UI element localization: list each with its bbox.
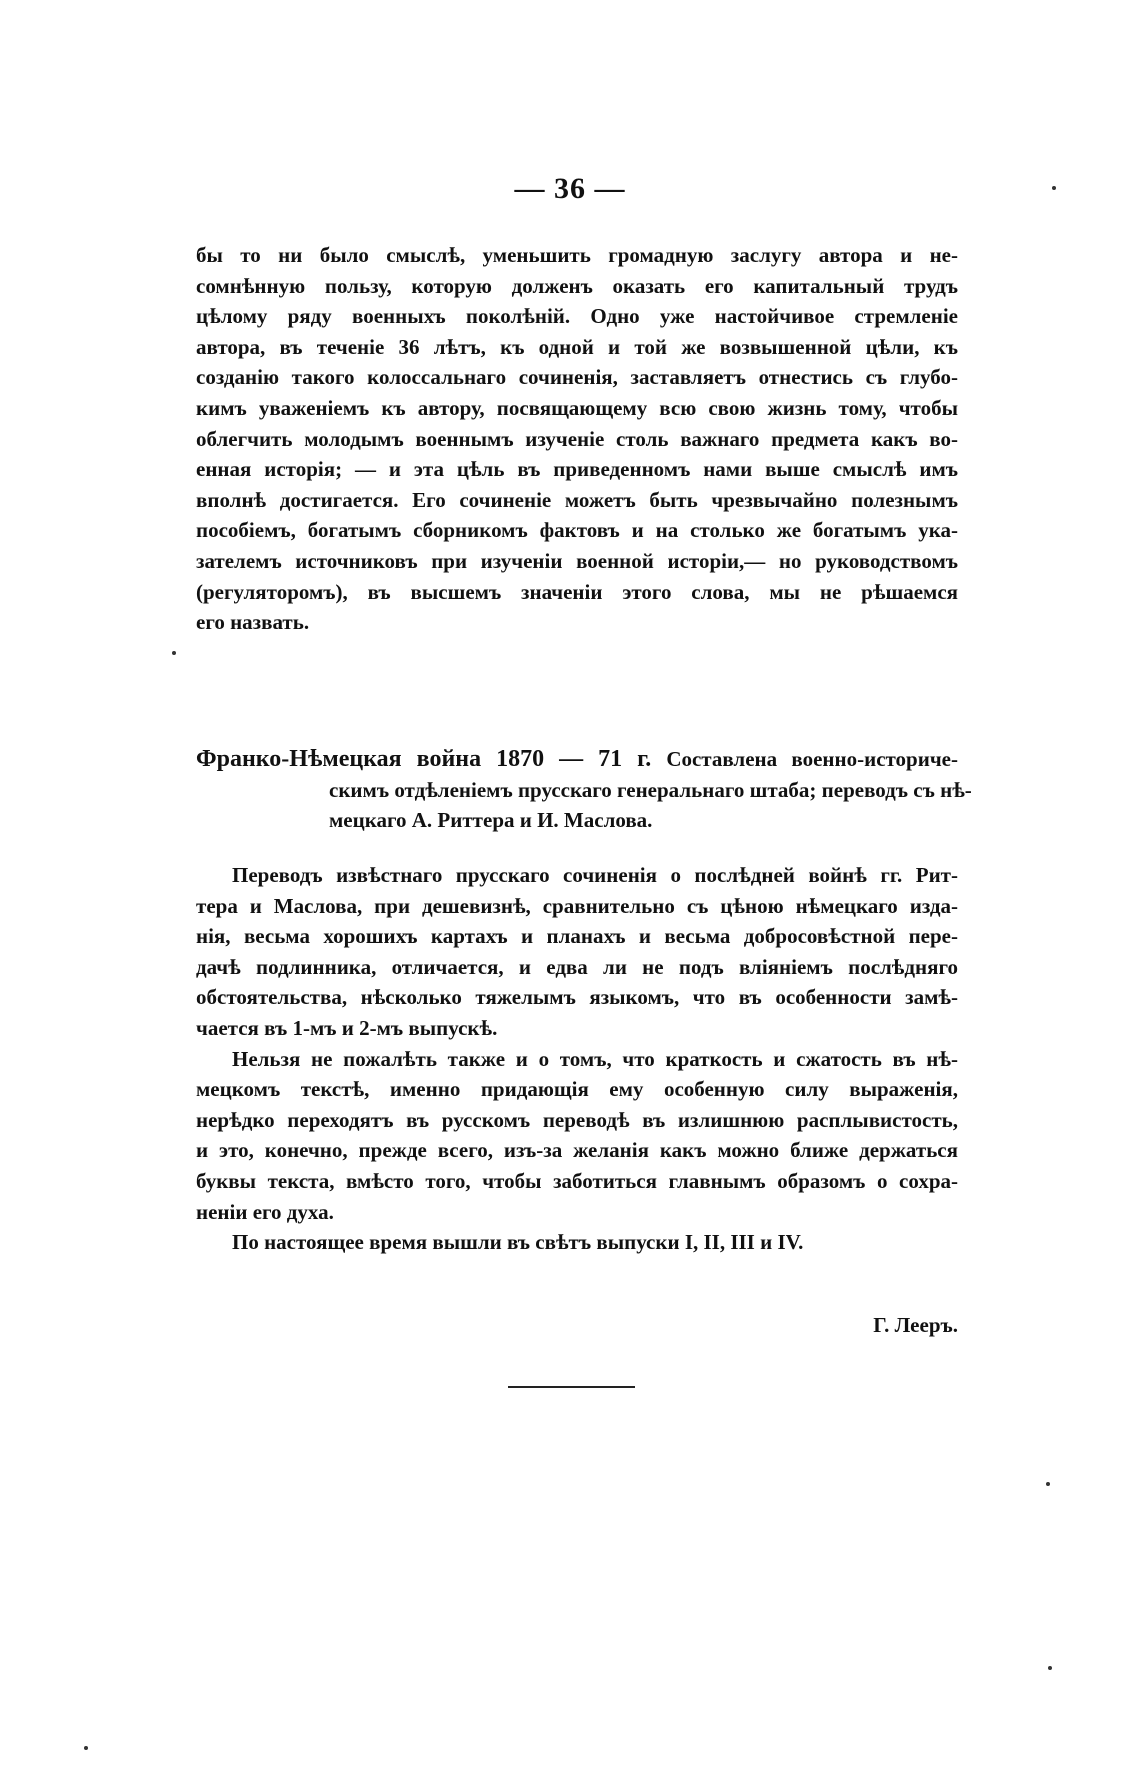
review-heading-first-line	[196, 744, 958, 775]
review-paragraph-2-line: мецкомъ текстѣ, именно придающія ему особенную силу выраженія,	[196, 1077, 958, 1102]
body-line: сомнѣнную пользу, которую долженъ оказать его капитальный трудъ	[196, 273, 958, 298]
signature-block	[196, 1310, 958, 1341]
body-line: пособіемъ, богатымъ сборникомъ фактовъ и на столько же богатымъ ука-	[196, 518, 958, 543]
section-divider-rule	[508, 1386, 635, 1388]
review-paragraph-2-line: и это, конечно, прежде всего, изъ-за желанія какъ можно ближе держаться	[196, 1138, 958, 1163]
review-paragraph-2-line: буквы текста, вмѣсто того, чтобы заботиться главнымъ образомъ о сохра-	[196, 1168, 958, 1193]
review-paragraph-1-line: нія, весьма хорошихъ картахъ и планахъ и весьма добросовѣстной пере-	[196, 924, 958, 949]
scan-speck	[1052, 186, 1056, 190]
review-heading-line: мецкаго А. Риттера и И. Маслова.	[329, 808, 653, 833]
body-line: кимъ уваженіемъ къ автору, посвящающему всю свою жизнь тому, чтобы	[196, 395, 958, 420]
review-paragraph-1-line: Переводъ извѣстнаго прусскаго сочиненія о послѣдней войнѣ гг. Рит-	[232, 863, 958, 887]
review-title: Франко-Нѣмецкая война 1870 — 71 г.	[196, 746, 652, 772]
review-paragraph-1-line: чается въ 1-мъ и 2-мъ выпускѣ.	[196, 1015, 498, 1040]
body-line: созданію такого колоссальнаго сочиненія, заставляетъ отнестись съ глубо-	[196, 365, 958, 390]
body-line: его назвать.	[196, 610, 310, 635]
review-paragraph-1-line: тера и Маслова, при дешевизнѣ, сравнительно съ цѣною нѣмецкаго изда-	[196, 893, 958, 918]
body-line: цѣлому ряду военныхъ поколѣній. Одно уже настойчивое стремленіе	[196, 304, 958, 329]
review-paragraph-2-line: неніи его духа.	[196, 1199, 334, 1224]
scan-speck	[1048, 1666, 1052, 1670]
body-line: облегчить молодымъ военнымъ изученіе столь важнаго предмета какъ во-	[196, 426, 958, 451]
body-line: бы то ни было смыслѣ, уменьшить громадную заслугу автора и не-	[196, 243, 958, 267]
review-paragraph-1-line: дачѣ подлинника, отличается, и едва ли не подъ вліяніемъ послѣдняго	[196, 954, 958, 979]
review-heading-line: скимъ отдѣленіемъ прусскаго генеральнаго штаба; переводъ съ нѣ-	[329, 777, 972, 802]
review-paragraph-3: По настоящее время вышли въ свѣтъ выпуски I, II, III и IV.	[232, 1230, 804, 1255]
review-paragraph-2-line: Нельзя не пожалѣть также и о томъ, что краткость и сжатость въ нѣ-	[232, 1046, 958, 1071]
review-paragraph-2-line: нерѣдко переходятъ въ русскомъ переводѣ въ излишнюю расплывистость,	[196, 1107, 958, 1132]
review-heading	[196, 744, 972, 836]
body-text	[196, 240, 958, 638]
scan-speck	[84, 1746, 88, 1750]
scan-speck	[1046, 1482, 1050, 1486]
body-line: автора, въ теченіе 36 лѣтъ, къ одной и той же возвышенной цѣли, къ	[196, 334, 958, 359]
body-line: енная исторія; — и эта цѣль въ приведенномъ нами выше смыслѣ имъ	[196, 457, 958, 482]
body-line: зателемъ источниковъ при изученіи военной исторіи,— но руководствомъ	[196, 548, 958, 573]
page-number: — 36 —	[514, 172, 626, 205]
review-signature: Г. Лееръ.	[873, 1313, 958, 1337]
review-paragraph-1-line: обстоятельства, нѣсколько тяжелымъ языкомъ, что въ особенности замѣ-	[196, 985, 958, 1010]
scan-speck	[172, 651, 176, 655]
body-line: вполнѣ достигается. Его сочиненіе можетъ быть чрезвычайно полезнымъ	[196, 487, 958, 512]
review-heading-rest: Составлена военно-историче-	[666, 747, 958, 771]
review-text	[196, 860, 958, 1258]
body-line: (регуляторомъ), въ высшемъ значеніи этого слова, мы не рѣшаемся	[196, 579, 958, 604]
